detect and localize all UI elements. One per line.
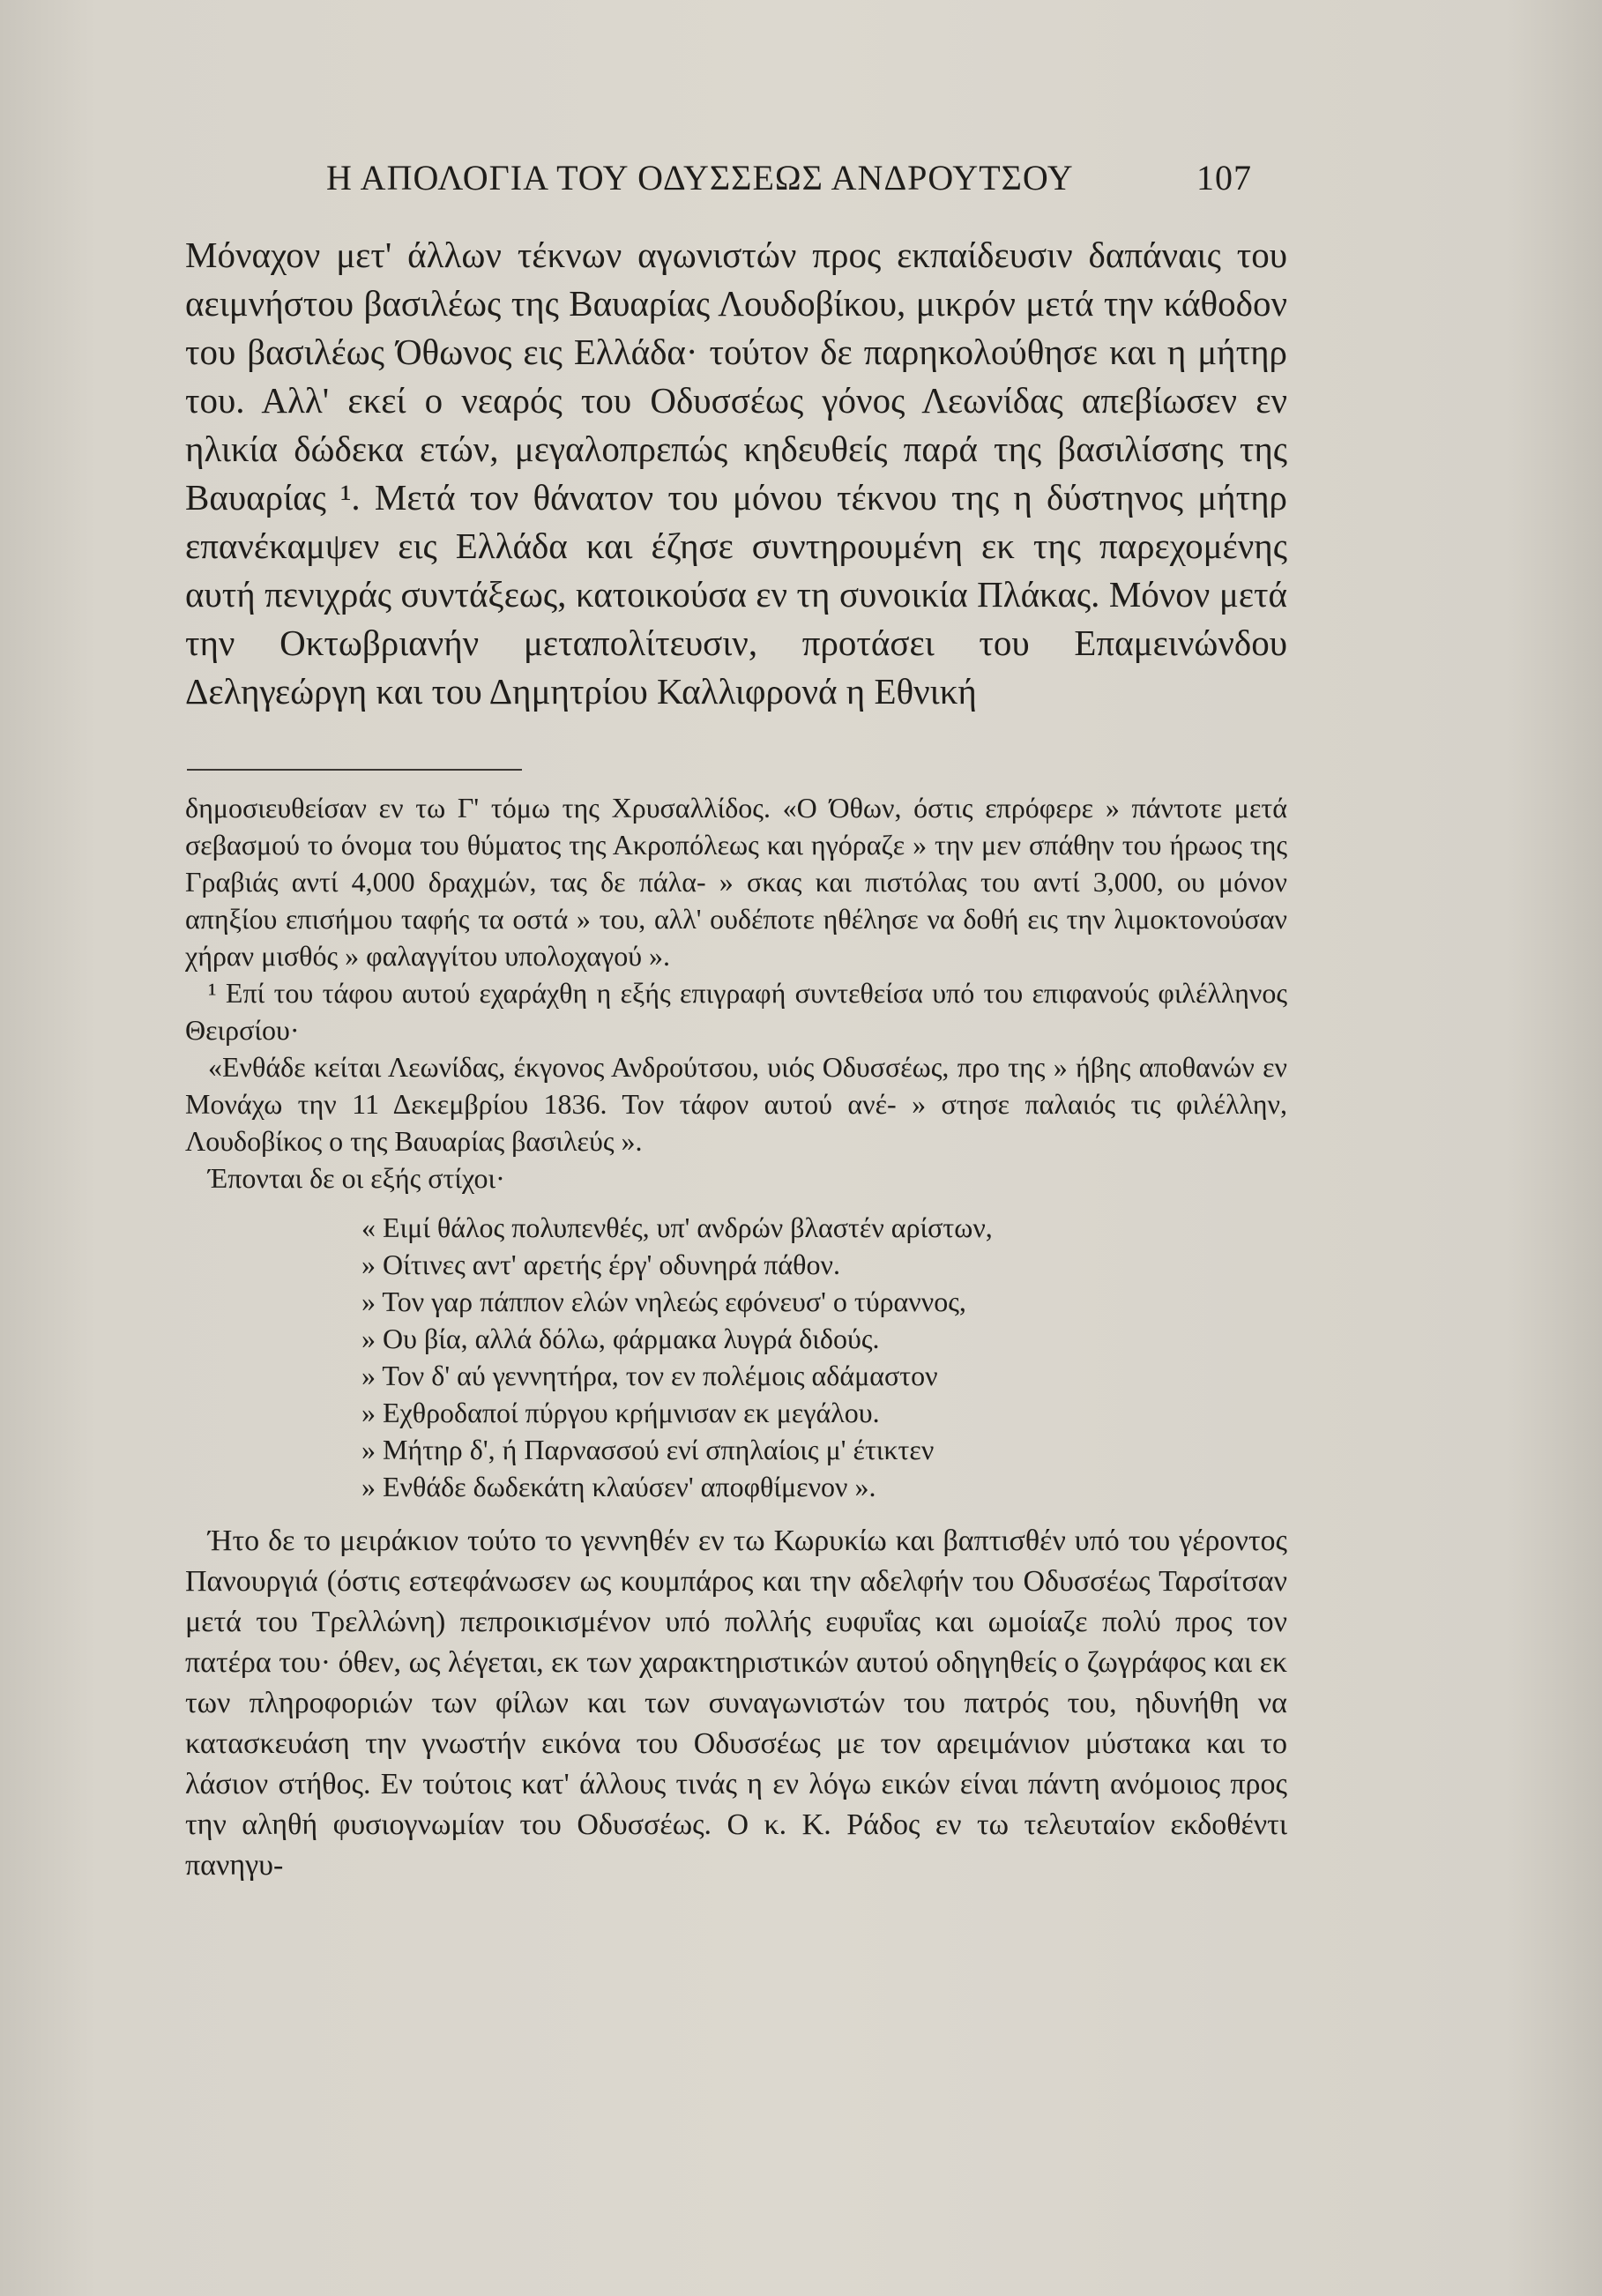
- footnote-1-intro: ¹ Επί του τάφου αυτού εχαράχθη η εξής επιγραφή συντεθείσα υπό του επιφανούς φιλέλληνος Θειρσίου·: [185, 977, 1287, 1046]
- running-title: Η ΑΠΟΛΟΓΙΑ ΤΟΥ ΟΔΥΣΣΕΩΣ ΑΝΔΡΟΥΤΣΟΥ: [326, 158, 1074, 198]
- closing-paragraph: Ήτο δε το μειράκιον τούτο το γεννηθέν εν τω Κωρυκίω και βαπτισθέν υπό του γέροντος Πανουργιά (όστις εστεφάνωσεν ως κουμπάρος και την αδελφήν του Οδυσσέως Ταρσίτσαν μετά του Τρελλώνη) πεπροικισμένον υπό πολλής ευφυΐας και ωμοίαζε πολύ προς τον πατέρα του· όθεν, ως λέγεται, εκ των χαρακτηριστικών αυτού οδηγηθείς ο ζωγράφος και εκ των πληροφοριών των φίλων και των συναγωνιστών του πατρός του, ηδυνήθη να κατασκευάση την γνωστήν εικόνα του Οδυσσέως με τον αρειμάνιον μύστακα και το λάσιον στήθος. Εν τούτοις κατ' άλλους τινάς η εν λόγω εικών είναι πάντη ανόμοιος προς την αληθή φυσιογνωμίαν του Οδυσσέως. Ο κ. Κ. Ράδος εν τω τελευταίον εκδοθέντι πανηγυ-: [185, 1524, 1287, 1882]
- epitaph-text: «Ενθάδε κείται Λεωνίδας, έκγονος Ανδρούτσου, υιός Οδυσσέως, προ της » ήβης αποθανών εν Μονάχω την 11 Δεκεμβρίου 1836. Τον τάφον αυτού ανέ- » στησε παλαιός τις φιλέλλην, Λουδοβίκος ο της Βαυαρίας βασιλεύς ».: [185, 1051, 1287, 1157]
- main-paragraph: Μόναχον μετ' άλλων τέκνων αγωνιστών προς εκπαίδευσιν δαπάναις του αειμνήστου βασιλέως της Βαυαρίας Λουδοβίκου, μικρόν μετά την κάθοδον του βασιλέως Όθωνος εις Ελλάδα· τούτον δε παρηκολούθησε και η μήτηρ του. Αλλ' εκεί ο νεαρός του Οδυσσέως γόνος Λεωνίδας απεβίωσεν εν ηλικία δώδεκα ετών, μεγαλοπρεπώς κηδευθείς παρά της βασιλίσσης της Βαυαρίας ¹. Μετά τον θάνατον του μόνου τέκνου της η δύστηνος μήτηρ επανέκαμψεν εις Ελλάδα και έζησε συντηρουμένη εκ της παρεχομένης αυτή πενιχράς συντάξεως, κατοικούσα εν τη συνοικία Πλάκας. Μόνον μετά την Οκτωβριανήν μεταπολίτευσιν, προτάσει του Επαμεινώνδου Δεληγεώργη και του Δημητρίου Καλλιφρονά η Εθνική: [185, 235, 1287, 712]
- epitaph-poem: [361, 1209, 1287, 1505]
- footnotes: [185, 789, 1287, 1886]
- poem-line: » Τον δ' αύ γεννητήρα, τον εν πολέμοις αδάμαστον: [361, 1360, 938, 1391]
- footnote-divider: [187, 769, 522, 771]
- poem-line: » Εχθροδαποί πύργου κρήμνισαν εκ μεγάλου.: [361, 1397, 880, 1428]
- footnote-continuation: δημοσιευθείσαν εν τω Γ' τόμω της Χρυσαλλίδος. «Ο Όθων, όστις επρόφερε » πάντοτε μετά σεβασμού το όνομα του θύματος της Ακροπόλεως και ηγόραζε » την μεν σπάθην του ήρωος της Γραβιάς αντί 4,000 δραχμών, τας δε πάλα- » σκας και πιστόλας του αντί 3,000, ου μόνον απηξίου επισήμου ταφής τα οστά » του, αλλ' ουδέποτε ηθέλησε να δοθή εις την λιμοκτονούσαν χήραν μισθός » φαλαγγίτου υπολοχαγού ».: [185, 792, 1287, 972]
- poem-line: » Μήτηρ δ', ή Παρνασσού ενί σπηλαίοις μ' έτικτεν: [361, 1434, 935, 1465]
- poem-line: « Ειμί θάλος πολυπενθές, υπ' ανδρών βλαστέν αρίστων,: [361, 1211, 993, 1243]
- poem-line: » Ενθάδε δωδεκάτη κλαύσεν' αποφθίμενον ».: [361, 1471, 876, 1502]
- main-text: [185, 231, 1287, 716]
- poem-line: » Οίτινες αντ' αρετής έργ' οδυνηρά πάθον.: [361, 1249, 840, 1280]
- page-number: 107: [1196, 158, 1252, 198]
- poem-line: » Ου βία, αλλά δόλω, φάρμακα λυγρά διδούς.: [361, 1323, 880, 1354]
- verses-intro: Έπονται δε οι εξής στίχοι·: [208, 1162, 505, 1194]
- poem-line: » Τον γαρ πάππον ελών νηλεώς εφόνευσ' ο τύραννος,: [361, 1286, 966, 1317]
